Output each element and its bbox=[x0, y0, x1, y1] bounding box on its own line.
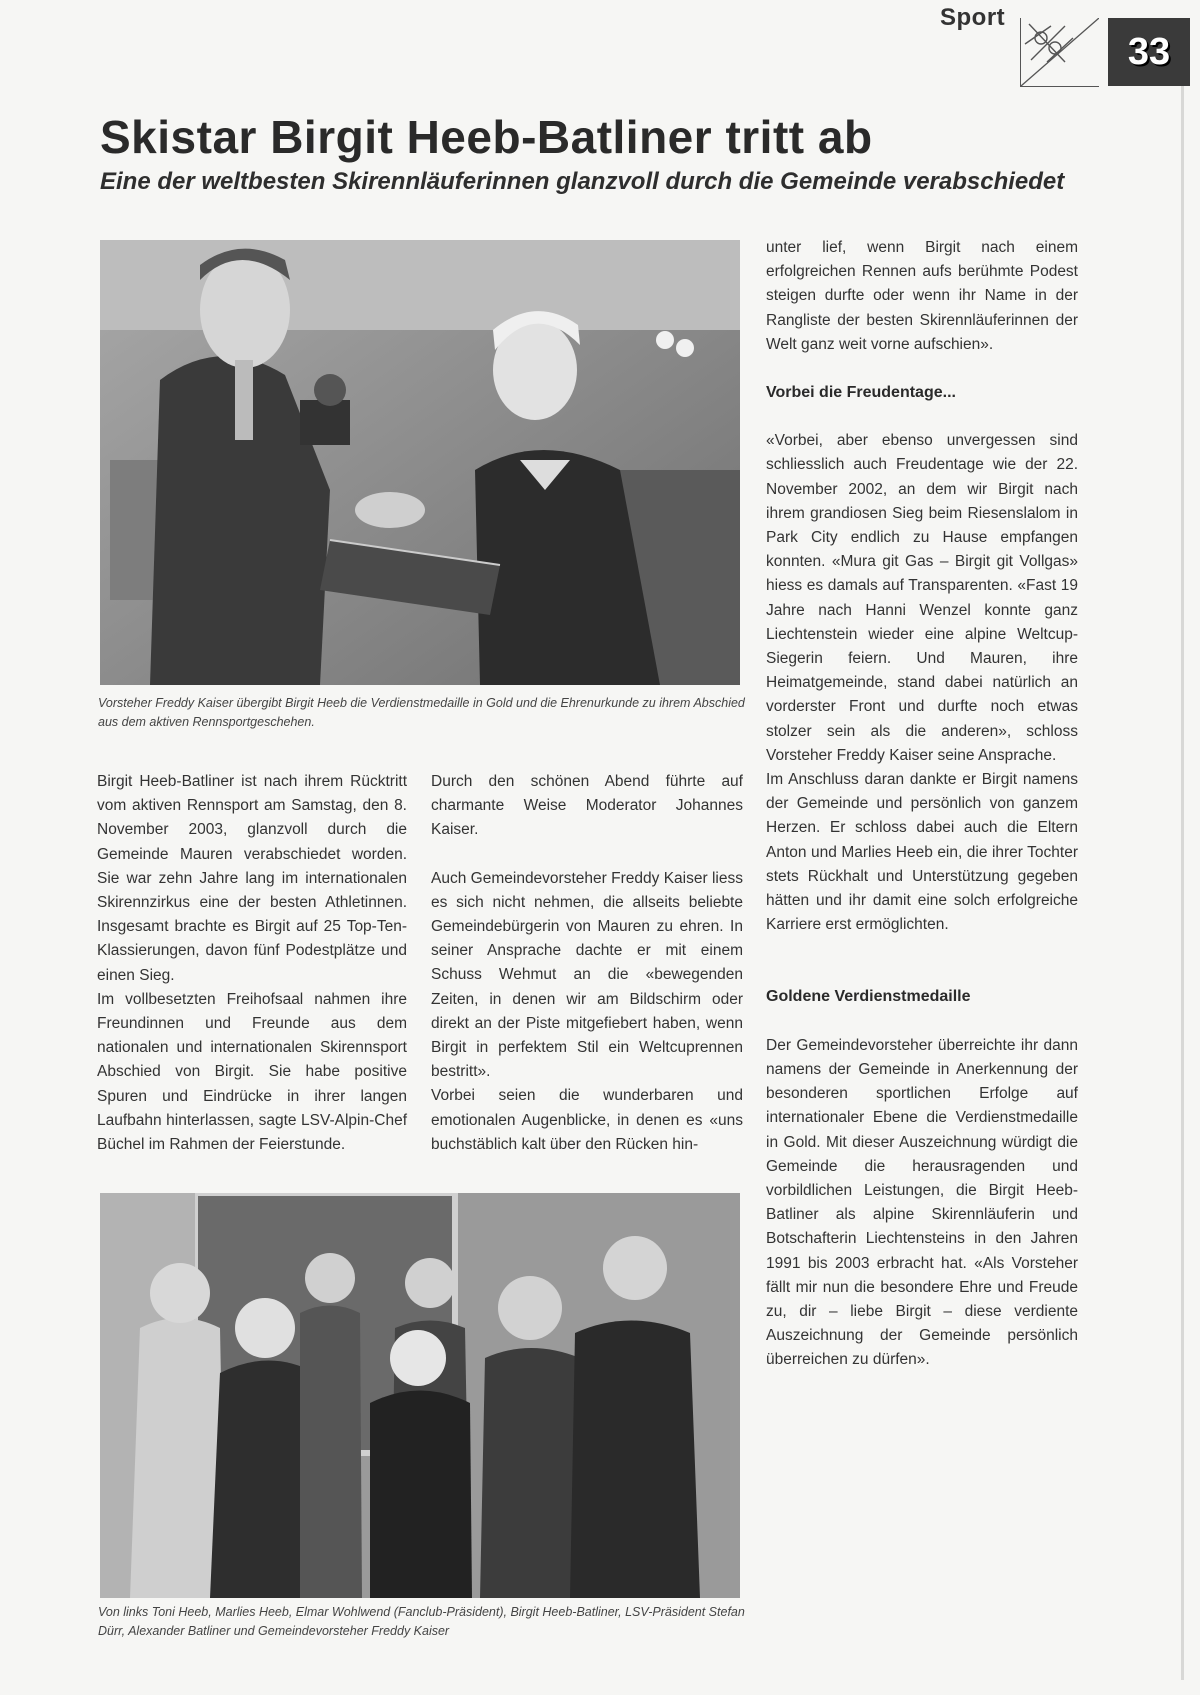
page-number: 33 bbox=[1108, 18, 1190, 86]
column-a bbox=[97, 770, 407, 1157]
photo-group-portrait bbox=[100, 1193, 740, 1598]
section-label: Sport bbox=[940, 4, 1006, 31]
paragraph: Auch Gemeindevorsteher Freddy Kaiser liess es sich nicht nehmen, die allseits beliebte Gemeindebürgerin von Mauren zu ehren. In seiner Ansprache dachte er mit einem Schuss Wehmut an die «bewegenden Zeiten, in denen wir am Bildschirm oder direkt an der Piste mitgefiebert haben, wenn Birgit in perfektem Stil ein Weltcuprennen bestritt». bbox=[431, 869, 743, 1081]
paragraph: Der Gemeindevorsteher überreichte ihr dann namens der Gemeinde in Anerkennung der besonderen sportlichen Erfolge auf internationaler Ebene die Verdienstmedaille in Gold. Mit dieser Auszeichnung würdigt die Gemeinde die herausragenden und vorbildlichen Leistungen, die Birgit Heeb-Batliner als alpine Skirennläuferin und Botschafterin Liechtensteins in den Jahren 1991 bis 2003 erbracht hat. «Als Vorsteher fällt mir nun die besondere Ehre und Freude zu, dir – liebe Birgit – diese verdiente Auszeichnung der Gemeinde persönlich überreichen zu dürfen». bbox=[766, 1036, 1078, 1369]
photo-award-handover bbox=[100, 240, 740, 685]
page-edge bbox=[1181, 40, 1184, 1680]
paragraph: Im vollbesetzten Freihofsaal nahmen ihre Freundinnen und Freunde aus dem nationalen und internationalen Skirennsport Abschied von Birgit. Sie habe positive Spuren und Eindrücke in ihrer langen Laufbahn hinterlassen, sagte LSV-Alpin-Chef Büchel im Rahmen der Feierstunde. bbox=[97, 990, 407, 1154]
article-subtitle: Eine der weltbesten Skirennläuferinnen glanzvoll durch die Gemeinde verabschiedet bbox=[100, 168, 1065, 195]
subheading-freudentage: Vorbei die Freudentage... bbox=[766, 384, 956, 402]
paragraph: Birgit Heeb-Batliner ist nach ihrem Rücktritt vom aktiven Rennsport am Samstag, den 8. November 2003, glanzvoll durch die Gemeinde Mauren verabschiedet worden. Sie war zehn Jahre lang im internationalen Skirennzirkus eine der besten Athletinnen. Insgesamt brachte es Birgit auf 25 Top-Ten-Klassierungen, davon fünf Podestplätze und einen Sieg. bbox=[97, 773, 407, 984]
paragraph: Vorbei seien die wunderbaren und emotionalen Augenblicke, in denen es «uns buchstäblich kalt über den Rücken hin- bbox=[431, 1087, 743, 1153]
paragraph: Durch den schönen Abend führte auf charmante Weise Moderator Johannes Kaiser. bbox=[431, 773, 743, 839]
column-b bbox=[431, 770, 743, 1157]
photo1-caption: Vorsteher Freddy Kaiser übergibt Birgit Heeb die Verdienstmedaille in Gold und die Ehrenurkunde zu ihrem Abschied aus dem aktiven Rennsportgeschehen. bbox=[98, 696, 745, 729]
paragraph: «Vorbei, aber ebenso unvergessen sind schliesslich auch Freudentage wie der 22. November 2002, an dem wir Birgit nach ihrem grandiosen Sieg beim Riesenslalom in Park City endlich zu Hause empfangen konnten. «Mura git Gas – Birgit git Vollgas» hiess es damals auf Transparenten. «Fast 19 Jahre nach Hanni Wenzel konnte ganz Liechtenstein wieder eine alpine Weltcup-Siegerin feiern. Und Mauren, ihre Heimatgemeinde, stand dabei natürlich an vorderster Front und durfte noch etwas stolzer sein als die anderen», schloss Vorsteher Freddy Kaiser seine Ansprache. bbox=[766, 432, 1078, 764]
paragraph: Im Anschluss daran dankte er Birgit namens der Gemeinde und persönlich von ganzem Herzen. Er schloss dabei auch die Eltern Anton und Marlies Heeb ein, die ihrer Tochter stets Rückhalt und Unterstützung gegeben hätten und ihr damit eine solch erfolgreiche Karriere erst ermöglichten. bbox=[766, 771, 1078, 934]
photo2-caption: Von links Toni Heeb, Marlies Heeb, Elmar Wohlwend (Fanclub-Präsident), Birgit Heeb-Batliner, LSV-Präsident Stefan Dürr, Alexander Batliner und Gemeindevorsteher Freddy Kaiser bbox=[98, 1605, 745, 1638]
column-c bbox=[766, 236, 1078, 1373]
subheading-verdienstmedaille: Goldene Verdienstmedaille bbox=[766, 988, 971, 1006]
article-title: Skistar Birgit Heeb-Batliner tritt ab bbox=[100, 111, 873, 163]
ski-logo-icon bbox=[1020, 18, 1099, 87]
paragraph: unter lief, wenn Birgit nach einem erfolgreichen Rennen aufs berühmte Podest steigen durfte oder wenn ihr Name in der Rangliste der besten Skirennläuferinnen der Welt ganz weit vorne aufschien». bbox=[766, 239, 1078, 353]
